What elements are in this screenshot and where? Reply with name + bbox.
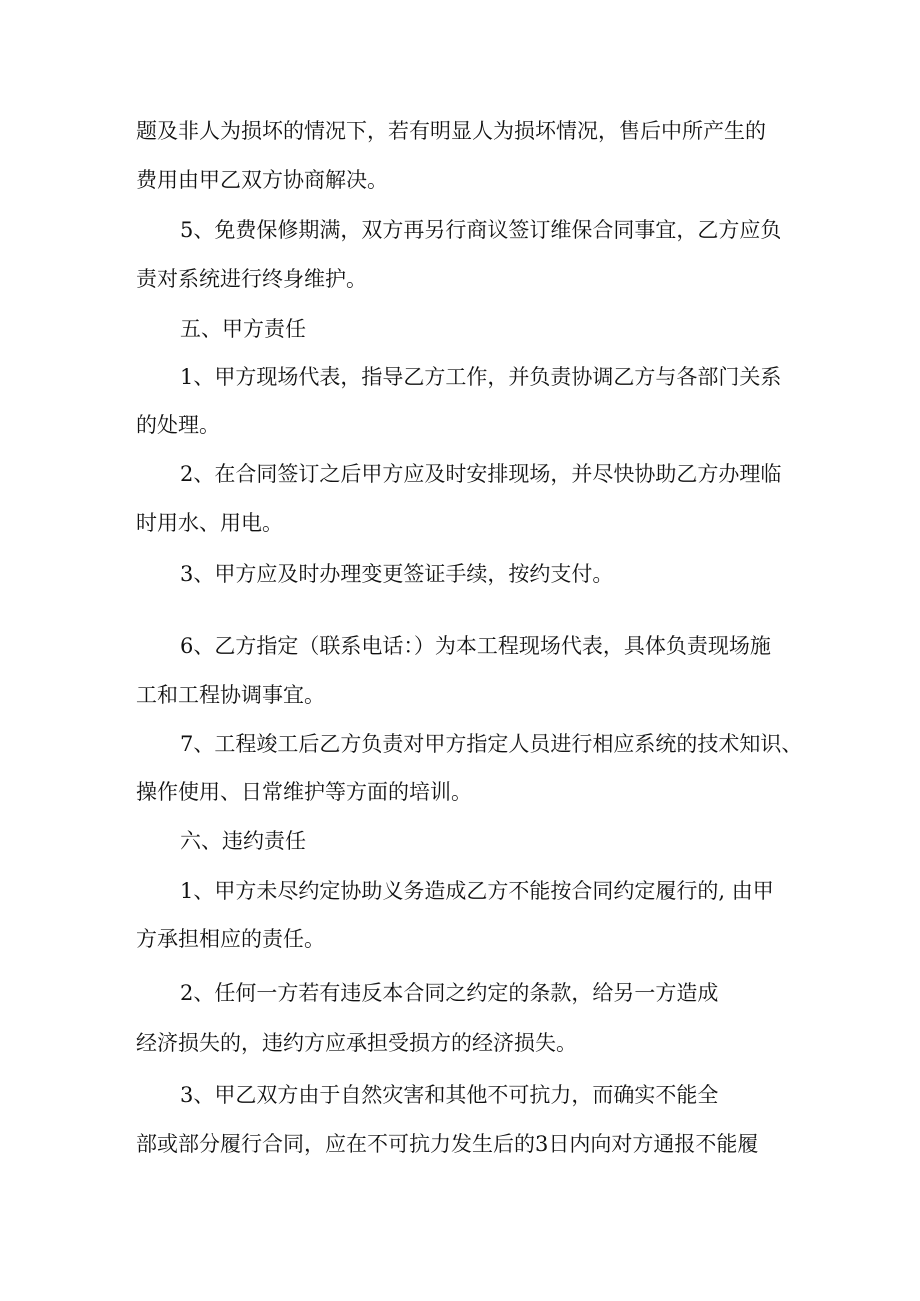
text-line: 3、甲方应及时办理变更签证手续，按约支付。 [180,562,614,586]
text-line: 6、乙方指定（联系电话：）为本工程现场代表，具体负责现场施 [180,634,771,658]
text-line: 题及非人为损坏的情况下，若有明显人为损坏情况，售后中所产生的 [136,119,766,143]
text-line: 责对系统进行终身维护。 [136,267,367,291]
text-line: 费用由甲乙双方协商解决。 [136,168,388,192]
text-line: 部或部分履行合同，应在不可抗力发生后的3日内向对方通报不能履 [136,1132,759,1156]
text-line: 3、甲乙双方由于自然灾害和其他不可抗力，而确实不能全 [180,1083,719,1107]
text-line: 时用水、用电。 [136,511,283,535]
text-line: 5、免费保修期满，双方再另行商议签订维保合同事宜，乙方应负 [180,218,782,242]
text-line: 的处理。 [136,413,220,437]
text-line: 经济损失的，违约方应承担受损方的经济损失。 [136,1031,577,1055]
text-line: 方承担相应的责任。 [136,927,325,951]
text-line: 7、工程竣工后乙方负责对甲方指定人员进行相应系统的技术知识、 [180,732,803,756]
text-line: 1、甲方未尽约定协助义务造成乙方不能按合同约定履行的, 由甲 [180,879,774,903]
text-line: 工和工程协调事宜。 [136,683,325,707]
text-line: 2、在合同签订之后甲方应及时安排现场，并尽快协助乙方办理临 [180,462,782,486]
text-line: 操作使用、日常维护等方面的培训。 [136,780,472,804]
text-line: 1、甲方现场代表，指导乙方工作，并负责协调乙方与各部门关系 [180,365,782,389]
section-heading: 五、甲方责任 [180,317,306,341]
text-line: 2、任何一方若有违反本合同之约定的条款，给另一方造成 [180,981,719,1005]
section-heading: 六、违约责任 [180,829,306,853]
